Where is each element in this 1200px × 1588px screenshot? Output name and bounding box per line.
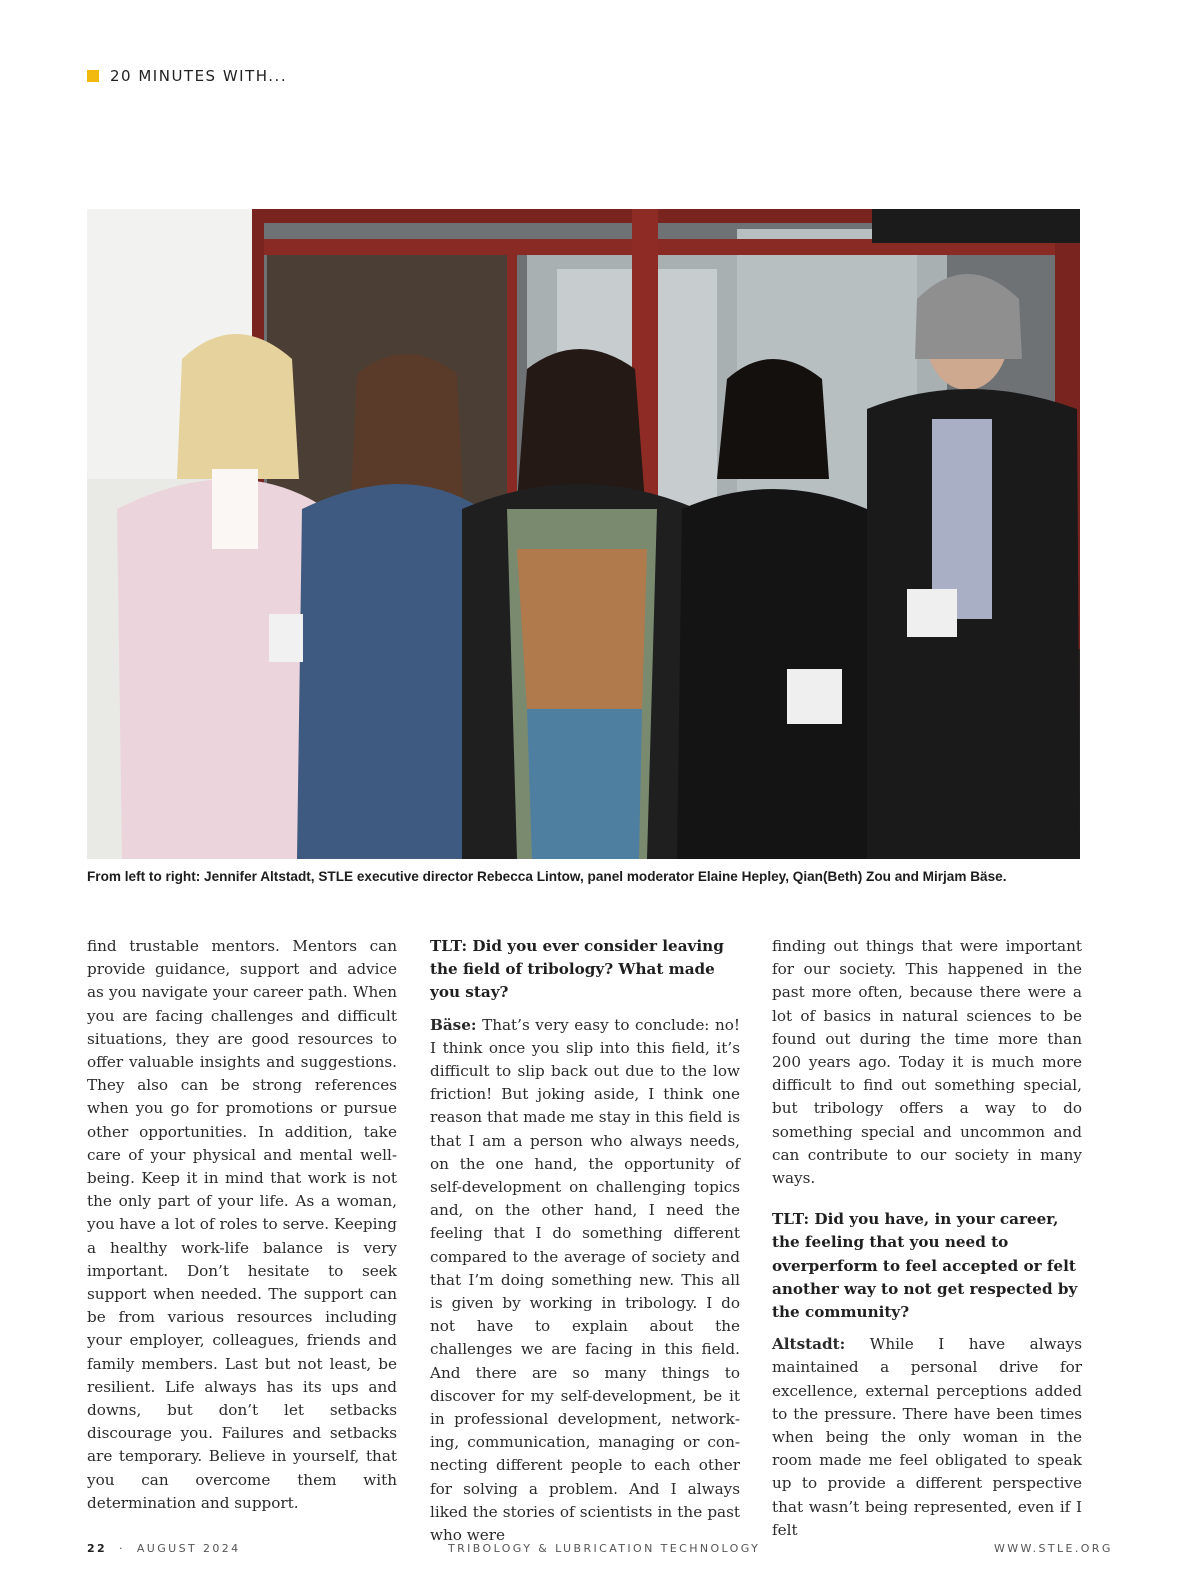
column-3 [772,935,1082,1542]
question-text: Did you have, in your career, the feeling that you need to overperform to feel accepted or felt another way to not get respected by the community? [772,1210,1078,1322]
section-marker-icon [87,70,99,82]
answer-base [430,1014,740,1548]
column-1-paragraph: find trustable mentors. Mentors can provide guidance, support and advice as you navigate your career path. When you are facing challenges and difficult situations, they are good resources to offer valuable insights and suggestions. They also can be strong references when you go for promotions or pursue other opportunities. In addition, take care of your physical and mental well-being. Keep it in mind that work is not the only part of your life. As a woman, you have a lot of roles to serve. Keeping a healthy work-life balance is very important. Don’t hesitate to seek support when needed. The support can be from various resources including your employer, colleagues, friends and family members. Last but not least, be resilient. Life always has its ups and downs, but don’t let setbacks discourage you. Failures and setbacks are temporary. Believe in yourself, that you can overcome them with determination and support. [87,937,397,1512]
issue-date: AUGUST 2024 [136,1542,241,1555]
column-2 [430,935,740,1547]
answer-text: While I have always maintained a personal drive for excellence, external perceptions added to the pressure. There have been times when being the only woman in the room made me feel obligated to speak up to provide a different perspective that wasn’t being represented, even if I felt [772,1335,1082,1539]
question-overperform [772,1208,1082,1324]
section-label [87,66,287,86]
footer-separator: · [119,1542,125,1555]
question-leaving-tribology [430,935,740,1005]
question-tag: TLT: [772,1210,810,1229]
page-number: 22 [87,1542,108,1555]
question-text: Did you ever consider leaving the field of tribology? What made you stay? [430,937,724,1002]
answer-text: That’s very easy to conclude: no! I think once you slip into this field, it’s difficult to slip back out due to the low friction! But joking aside, I think one reason that made me stay in this field is that I am a person who always needs, on the one hand, the opportunity of self-development on challenging topics and, on the other hand, I need the feeling that I do something different compared to the average of society and that I’m doing something new. This all is given by working in tribology. I do not have to explain about the challenges we are facing in this field. And there are so many things to discover for my self-development, be it in professional development, networking, communication, managing or connecting different people to each other for solving a problem. And I always liked the stories of scientists in the past who were [430,1015,741,1545]
group-photo [87,209,1080,859]
answer-tag: Bäse: [430,1015,477,1034]
section-label-text: 20 MINUTES WITH... [110,67,288,85]
photo-caption: From left to right: Jennifer Altstadt, STLE executive director Rebecca Lintow, panel moderator Elaine Hepley, Qian(Beth) Zou and Mirjam Bäse. [87,869,1007,884]
publication-name: TRIBOLOGY & LUBRICATION TECHNOLOGY [448,1542,761,1555]
column-3-paragraph: finding out things that were important for our society. This happened in the past more often, because there were a lot of basics in natural sciences to be found out during the time more than 200 years ago. Today it is much more difficult to find out something special, but tribology offers a way to do something special and uncommon and can contribute to our society in many ways. [772,937,1082,1188]
question-tag: TLT: [430,937,468,955]
website-link[interactable]: WWW.STLE.ORG [994,1542,1113,1555]
answer-tag: Altstadt: [772,1335,846,1354]
answer-altstadt [772,1333,1082,1542]
group-photo-image [87,209,1080,859]
column-1 [87,935,397,1515]
footer-page-info [87,1542,241,1558]
